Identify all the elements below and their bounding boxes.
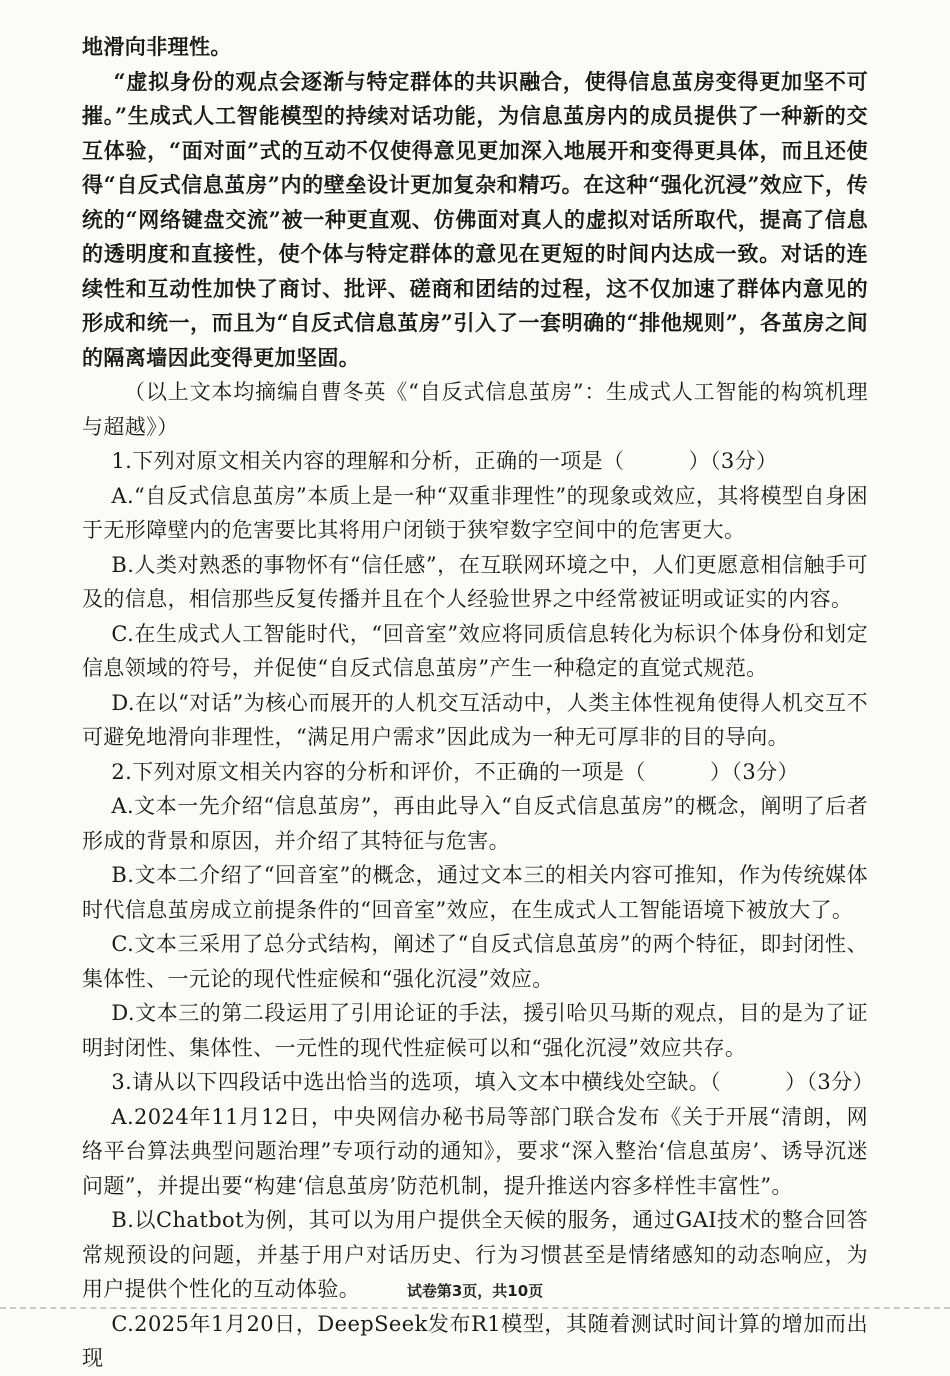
question-1-stem: 1.下列对原文相关内容的理解和分析，正确的一项是（ ）（3分）: [111, 449, 778, 473]
question-2-option-b: B.文本二介绍了“回音室”的概念，通过文本三的相关内容可推知，作为传统媒体时代信息茧房成立前提条件的“回音室”效应，在生成式人工智能语境下被放大了。: [82, 863, 868, 922]
question-1-option-b: B.人类对熟悉的事物怀有“信任感”，在互联网环境之中，人们更愿意相信触手可及的信息，相信那些反复传播并且在个人经验世界之中经常被证明或证实的内容。: [82, 552, 868, 611]
question-2-stem: 2.下列对原文相关内容的分析和评价，不正确的一项是（ ）（3分）: [111, 759, 799, 784]
question-2-option-a: A.文本一先介绍“信息茧房”，再由此导入“自反式信息茧房”的概念，阐明了后者形成的背景和原因，并介绍了其特征与危害。: [82, 794, 868, 853]
question-1-option-c: C.在生成式人工智能时代，“回音室”效应将同质信息转化为标识个体身份和划定信息领域的符号，并促使“自反式信息茧房”产生一种稳定的直觉式规范。: [82, 621, 868, 680]
question-2-option-c: C.文本三采用了总分式结构，阐述了“自反式信息茧房”的两个特征，即封闭性、集体性、一元论的现代性症候和“强化沉浸”效应。: [82, 932, 868, 991]
question-3-stem: 3.请从以下四段话中选出恰当的选项，填入文本中横线处空缺。（ ）（3分）: [111, 1070, 874, 1094]
passage-paragraph: “虚拟身份的观点会逐渐与特定群体的共识融合，使得信息茧房变得更加坚不可摧。”生成式人工智能模型的持续对话功能，为信息茧房内的成员提供了一种新的交互体验，“面对面”式的互动不仅使得意见更加深入地展开和变得更具体，而且还使得“自反式信息茧房”内的壁垒设计更加复杂和精巧。在这种“强化沉浸”效应下，传统的“网络键盘交流”被一种更直观、仿佛面对真人的虚拟对话所取代，提高了信息的透明度和直接性，使个体与特定群体的意见在更短的时间内达成一致。对话的连续性和互动性加快了商讨、批评、磋商和团结的过程，这不仅加速了群体内意见的形成和统一，而且为“自反式信息茧房”引入了一套明确的“排他规则”，各茧房之间的隔离墙因此变得更加坚固。: [82, 68, 868, 370]
passage-continuation: 地滑向非理性。: [82, 34, 232, 59]
passage-source: （以上文本均摘编自曹冬英《“自反式信息茧房”：生成式人工智能的构筑机理与超越》）: [82, 380, 868, 439]
question-2-option-d: D.文本三的第二段运用了引用论证的手法，援引哈贝马斯的观点，目的是为了证明封闭性、集体性、一元性的现代性症候可以和“强化沉浸”效应共存。: [82, 1001, 868, 1060]
page-footer: 试卷第3页，共10页: [406, 1282, 544, 1300]
question-1-option-d: D.在以“对话”为核心而展开的人机交互活动中，人类主体性视角使得人机交互不可避免地滑向非理性，“满足用户需求”因此成为一种无可厚非的目的导向。: [82, 690, 868, 749]
bottom-divider: [0, 1307, 950, 1309]
question-1-option-a: A.“自反式信息茧房”本质上是一种“双重非理性”的现象或效应，其将模型自身困于无形障壁内的危害要比其将用户闭锁于狭窄数字空间中的危害更大。: [82, 483, 868, 542]
question-3-option-c: C.2025年1月20日，DeepSeek发布R1模型，其随着测试时间计算的增加而出现: [82, 1311, 868, 1370]
question-3-option-b: B.以Chatbot为例，其可以为用户提供全天候的服务，通过GAI技术的整合回答常规预设的问题，并基于用户对话历史、行为习惯甚至是情绪感知的动态响应，为用户提供个性化的互动体验。: [82, 1208, 868, 1301]
question-3-option-a: A.2024年11月12日，中央网信办秘书局等部门联合发布《关于开展“清朗，网络平台算法典型问题治理”专项行动的通知》，要求“深入整治‘信息茧房’、诱导沉迷问题”，并提出要“构建‘信息茧房’防范机制，提升推送内容多样性丰富性”。: [82, 1104, 868, 1198]
